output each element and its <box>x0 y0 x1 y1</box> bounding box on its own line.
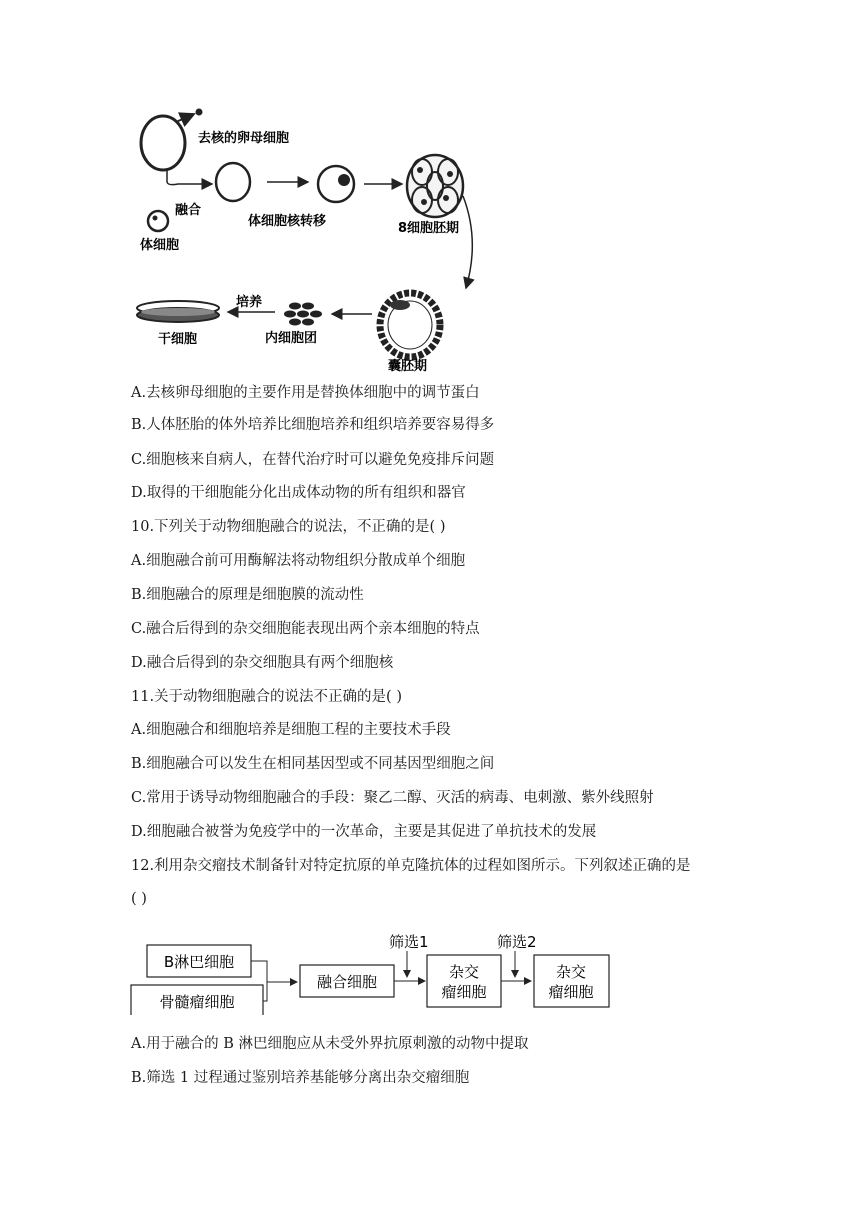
somatic-cell <box>148 211 168 231</box>
label-stem-cell: 干细胞 <box>158 332 198 347</box>
q12-paren: ( ) <box>131 891 147 907</box>
text-hybridoma-1-line1: 杂交 <box>448 963 480 981</box>
text-fused-cell: 融合细胞 <box>316 973 378 991</box>
text-hybridoma-2-line1: 杂交 <box>555 963 587 981</box>
petri-dish <box>137 301 219 322</box>
q10-option-a: A.细胞融合前可用酶解法将动物组织分散成单个细胞 <box>131 553 466 569</box>
q9-option-a: A.去核卵母细胞的主要作用是替换体细胞中的调节蛋白 <box>131 385 480 401</box>
text-myeloma: 骨髓瘤细胞 <box>159 993 235 1011</box>
label-enucleated-oocyte: 去核的卵母细胞 <box>198 131 290 146</box>
q10-stem: 10.下列关于动物细胞融合的说法，不正确的是( ) <box>131 519 446 535</box>
development-arrow <box>463 196 472 288</box>
label-inner-cell-mass: 内细胞团 <box>265 331 318 346</box>
label-blastocyst: 囊胚期 <box>388 359 428 374</box>
q9-option-c: C.细胞核来自病人，在替代治疗时可以避免免疫排斥问题 <box>131 452 495 468</box>
text-b-cell: B淋巴细胞 <box>163 953 235 971</box>
q11-option-d: D.细胞融合被誉为免疫学中的一次革命，主要是其促进了单抗技术的发展 <box>131 824 597 840</box>
fused-cell <box>216 163 250 201</box>
inner-cell-mass <box>284 303 322 326</box>
q11-option-c: C.常用于诱导动物细胞融合的手段：聚乙二醇、灭活的病毒、电刺激、紫外线照射 <box>131 790 654 806</box>
text-hybridoma-2-line2: 瘤细胞 <box>548 983 594 1001</box>
q12-option-b: B.筛选 1 过程通过鉴别培养基能够分离出杂交瘤细胞 <box>131 1070 470 1086</box>
q12-stem: 12.利用杂交瘤技术制备针对特定抗原的单克隆抗体的过程如图所示。下列叙述正确的是 <box>131 858 691 874</box>
q9-option-d: D.取得的干细胞能分化出成体动物的所有组织和器官 <box>131 485 466 501</box>
hybridoma-flowchart <box>125 925 625 1015</box>
reconstructed-egg <box>318 166 354 202</box>
label-fusion: 融合 <box>175 203 202 218</box>
label-somatic-cell: 体细胞 <box>140 238 180 253</box>
blastocyst <box>380 293 440 357</box>
q12-option-a: A.用于融合的 B 淋巴细胞应从未受外界抗原刺激的动物中提取 <box>131 1036 529 1052</box>
text-hybridoma-1-line2: 瘤细胞 <box>441 983 487 1001</box>
eight-cell-embryo <box>407 155 463 217</box>
label-culture: 培养 <box>236 295 263 310</box>
q9-option-b: B.人体胚胎的体外培养比细胞培养和组织培养要容易得多 <box>131 417 495 433</box>
nuclear-transfer-diagram <box>130 100 490 375</box>
fusion-arrow <box>167 170 212 185</box>
q10-option-d: D.融合后得到的杂交细胞具有两个细胞核 <box>131 655 394 671</box>
label-nuclear-transfer: 体细胞核转移 <box>248 214 327 229</box>
label-eight-cell: 8细胞胚期 <box>398 221 460 236</box>
q10-option-b: B.细胞融合的原理是细胞膜的流动性 <box>131 587 364 603</box>
q11-stem: 11.关于动物细胞融合的说法不正确的是( ) <box>131 689 402 705</box>
q11-option-b: B.细胞融合可以发生在相同基因型或不同基因型细胞之间 <box>131 756 495 772</box>
q11-option-a: A.细胞融合和细胞培养是细胞工程的主要技术手段 <box>131 722 451 738</box>
label-screen-1: 筛选1 <box>389 933 429 951</box>
enucleated-oocyte <box>141 109 203 171</box>
q10-option-c: C.融合后得到的杂交细胞能表现出两个亲本细胞的特点 <box>131 621 480 637</box>
label-screen-2: 筛选2 <box>497 933 537 951</box>
